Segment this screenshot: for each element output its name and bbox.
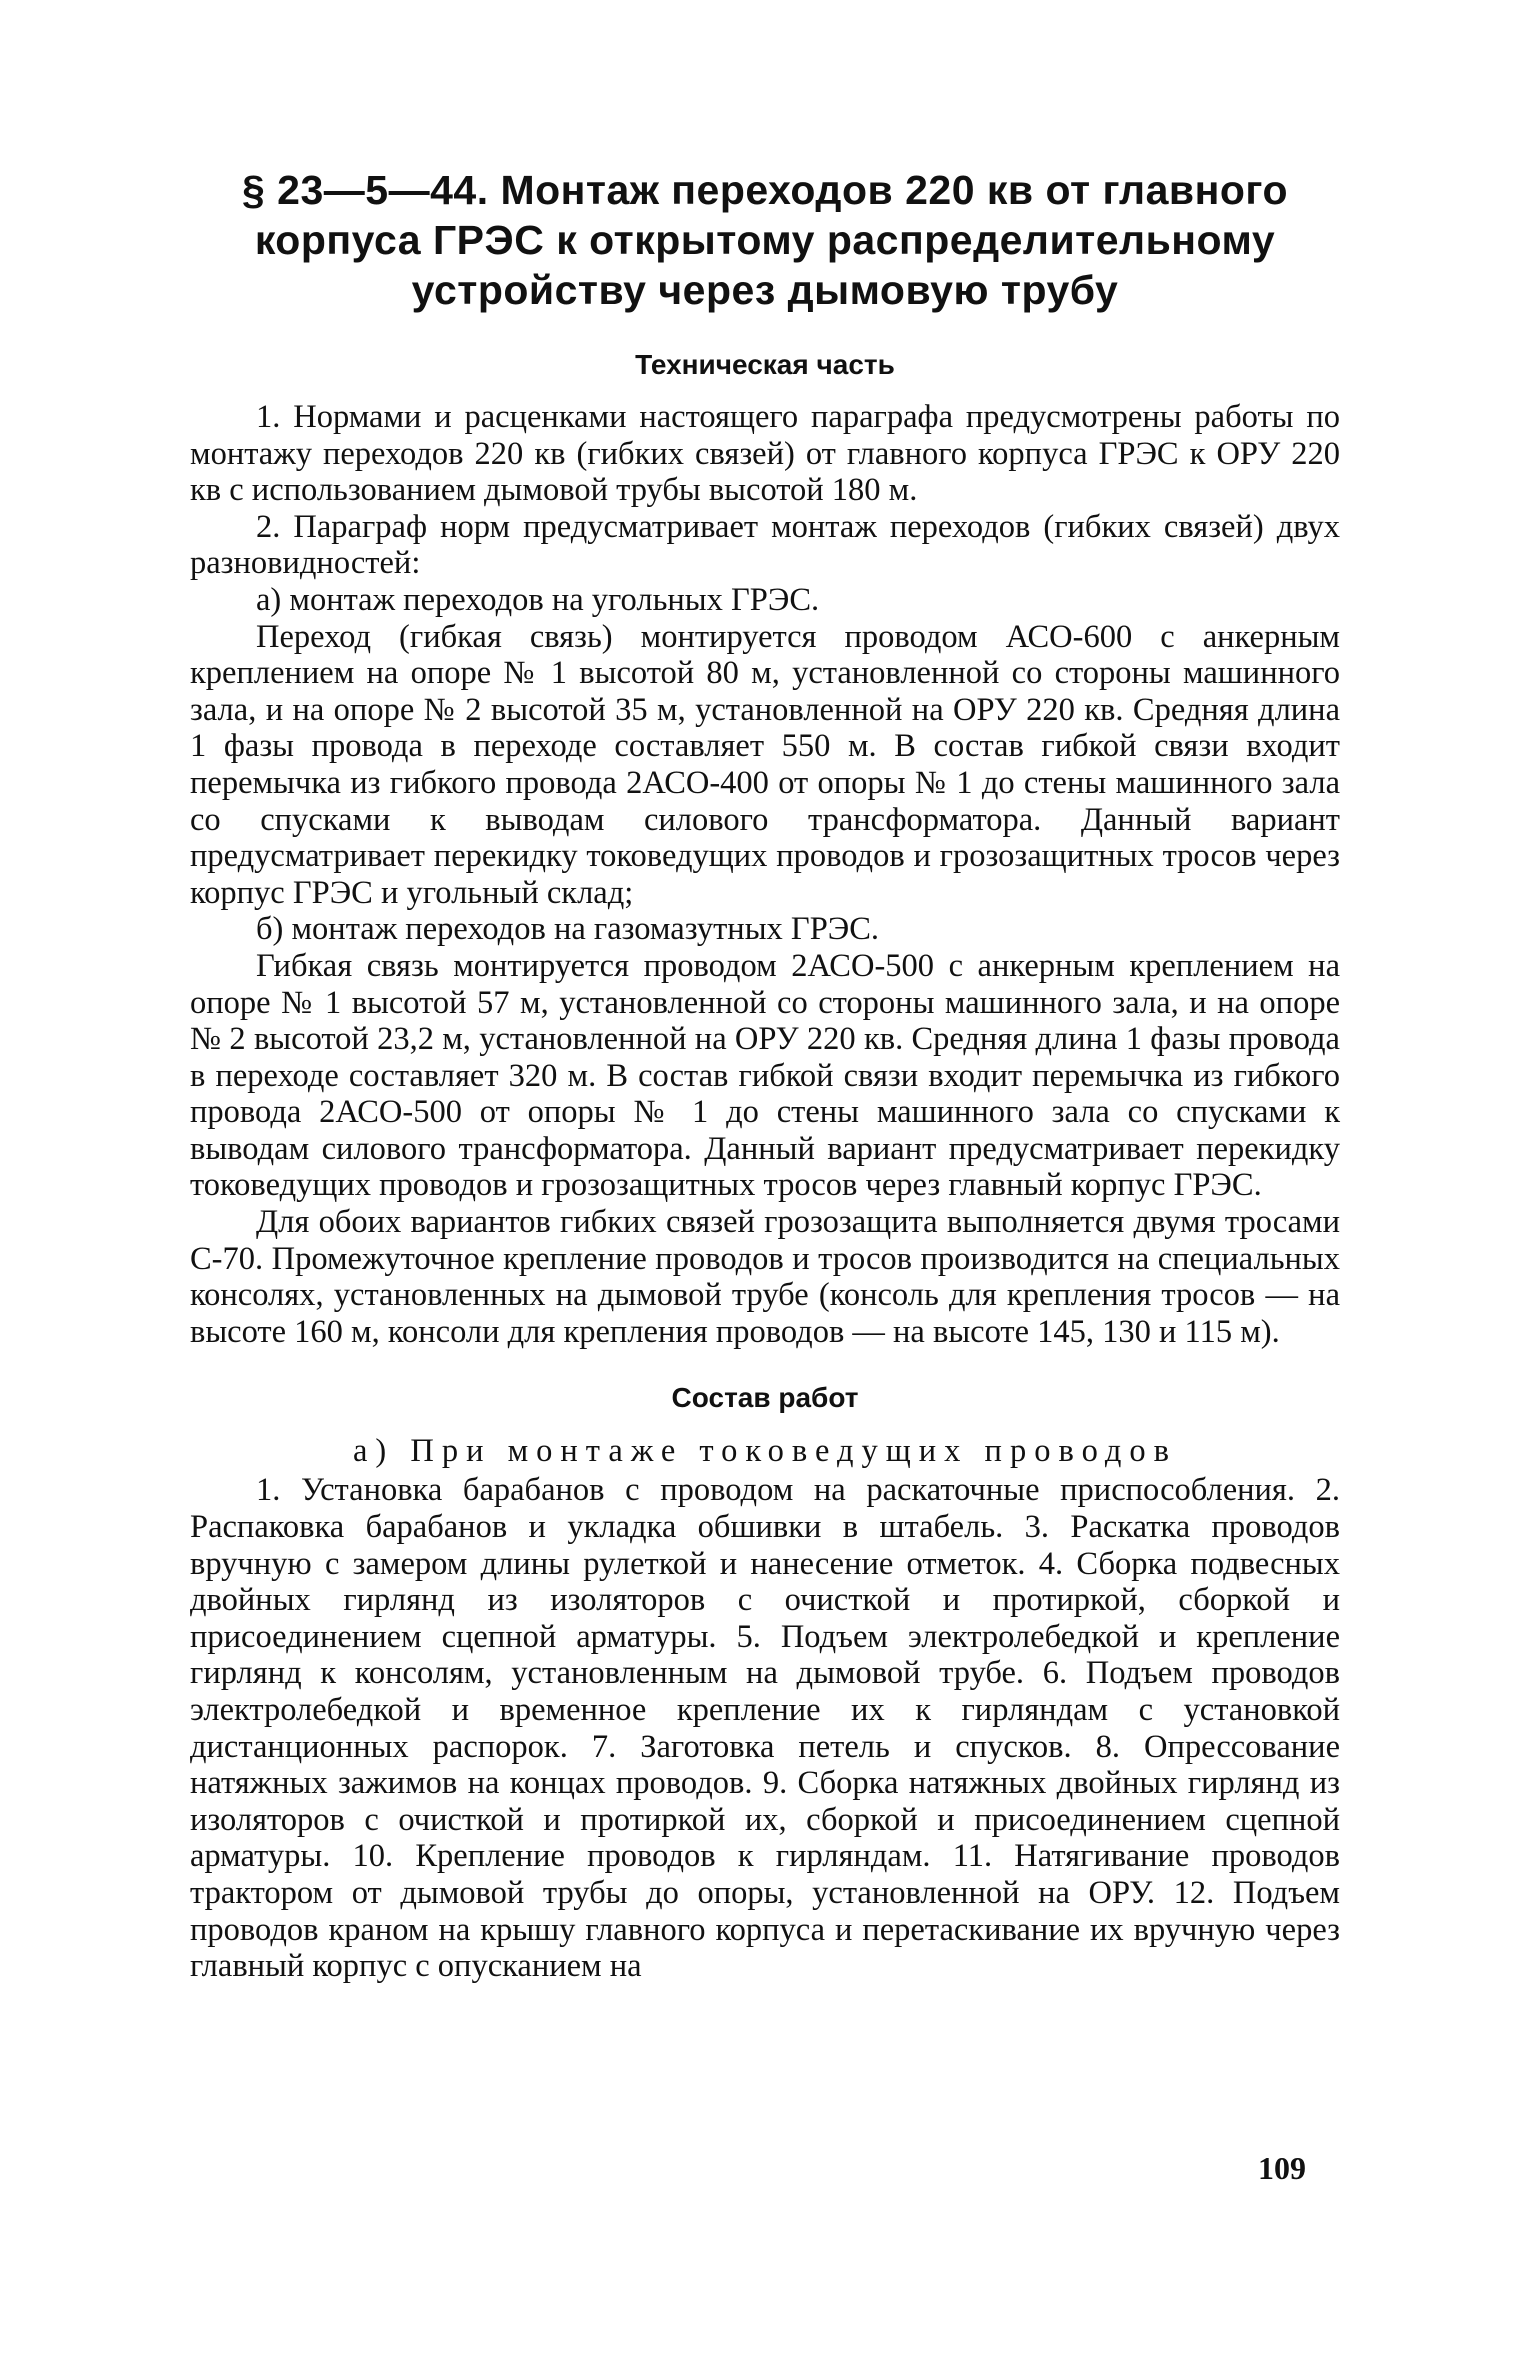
technical-part-body (190, 399, 1340, 1350)
page-number: 109 (1258, 2150, 1306, 2186)
section-title-line-3: устройству через дымовую трубу (411, 267, 1119, 313)
work-composition-body (190, 1472, 1340, 1984)
paragraph: Гибкая связь монтируется проводом 2АСО-500 с анкерным креплением на опоре № 1 высотой 57 м, установленной со стороны машинного зала, и на опоре № 2 высотой 23,2 м, установленной на ОРУ 220 кв. Средняя длина 1 фазы провода в переходе составляет 320 м. В состав гибкой связи входит перемычка из гибкого провода 2АСО-500 от опоры № 1 до стены машинного зала со спусками к выводам силового трансформатора. Данный вариант предусматривает перекидку токоведущих проводов и грозозащитных тросов через главный корпус ГРЭС. (190, 947, 1340, 1204)
section-title-line-1: § 23—5—44. Монтаж переходов 220 кв от главного (241, 167, 1289, 213)
paragraph: Переход (гибкая связь) монтируется проводом АСО-600 с анкерным креплением на опоре № 1 высотой 80 м, установленной со стороны машинного зала, и на опоре № 2 высотой 35 м, установленной на ОРУ 220 кв. Средняя длина 1 фазы провода в переходе составляет 550 м. В состав гибкой связи входит перемычка из гибкого провода 2АСО-400 от опоры № 1 до стены машинного зала со спусками к выводам силового трансформатора. Данный вариант предусматривает перекидку токоведущих проводов и грозозащитных тросов через корпус ГРЭС и угольный склад; (190, 618, 1340, 911)
paragraph: 1. Нормами и расценками настоящего параграфа предусмотрены работы по монтажу переходов 220 кв (гибких связей) от главного корпуса ГРЭС к ОРУ 220 кв с использованием дымовой трубы высотой 180 м. (190, 399, 1340, 509)
paragraph: б) монтаж переходов на газомазутных ГРЭС. (256, 911, 880, 948)
section-title-line-2: корпуса ГРЭС к открытому распределительному (254, 217, 1276, 263)
technical-part-heading: Техническая часть (635, 349, 895, 380)
paragraph: Для обоих вариантов гибких связей грозозащита выполняется двумя тросами С-70. Промежуточное крепление проводов и тросов производится на специальных консолях, установленных на дымовой трубе (консоль для крепления тросов — на высоте 160 м, консоли для крепления проводов — на высоте 145, 130 и 115 м). (190, 1204, 1340, 1350)
work-composition-heading: Состав работ (671, 1382, 859, 1414)
work-composition-subheading: а) При монтаже токоведущих проводов (352, 1433, 1178, 1470)
paragraph: 1. Установка барабанов с проводом на раскаточные приспособления. 2. Распаковка барабанов и укладка обшивки в штабель. 3. Раскатка проводов вручную с замером длины рулеткой и нанесение отметок. 4. Сборка подвесных двойных гирлянд из изоляторов с очисткой и протиркой, сборкой и присоединением сцепной арматуры. 5. Подъем электролебедкой и крепление гирлянд к консолям, установленным на дымовой трубе. 6. Подъем проводов электролебедкой и временное крепление их к гирляндам с установкой дистанционных распорок. 7. Заготовка петель и спусков. 8. Опрессование натяжных зажимов на концах проводов. 9. Сборка натяжных двойных гирлянд из изоляторов с очисткой и протиркой их, сборкой и присоединением сцепной арматуры. 10. Крепление проводов к гирляндам. 11. Натягивание проводов трактором от дымовой трубы до опоры, установленной на ОРУ. 12. Подъем проводов краном на крышу главного корпуса и перетаскивание их вручную через главный корпус с опусканием на (190, 1472, 1340, 1985)
paragraph: 2. Параграф норм предусматривает монтаж переходов (гибких связей) двух разновидностей: (190, 508, 1340, 582)
document-page (190, 165, 1340, 1985)
paragraph: а) монтаж переходов на угольных ГРЭС. (256, 581, 820, 618)
section-title (190, 165, 1340, 315)
